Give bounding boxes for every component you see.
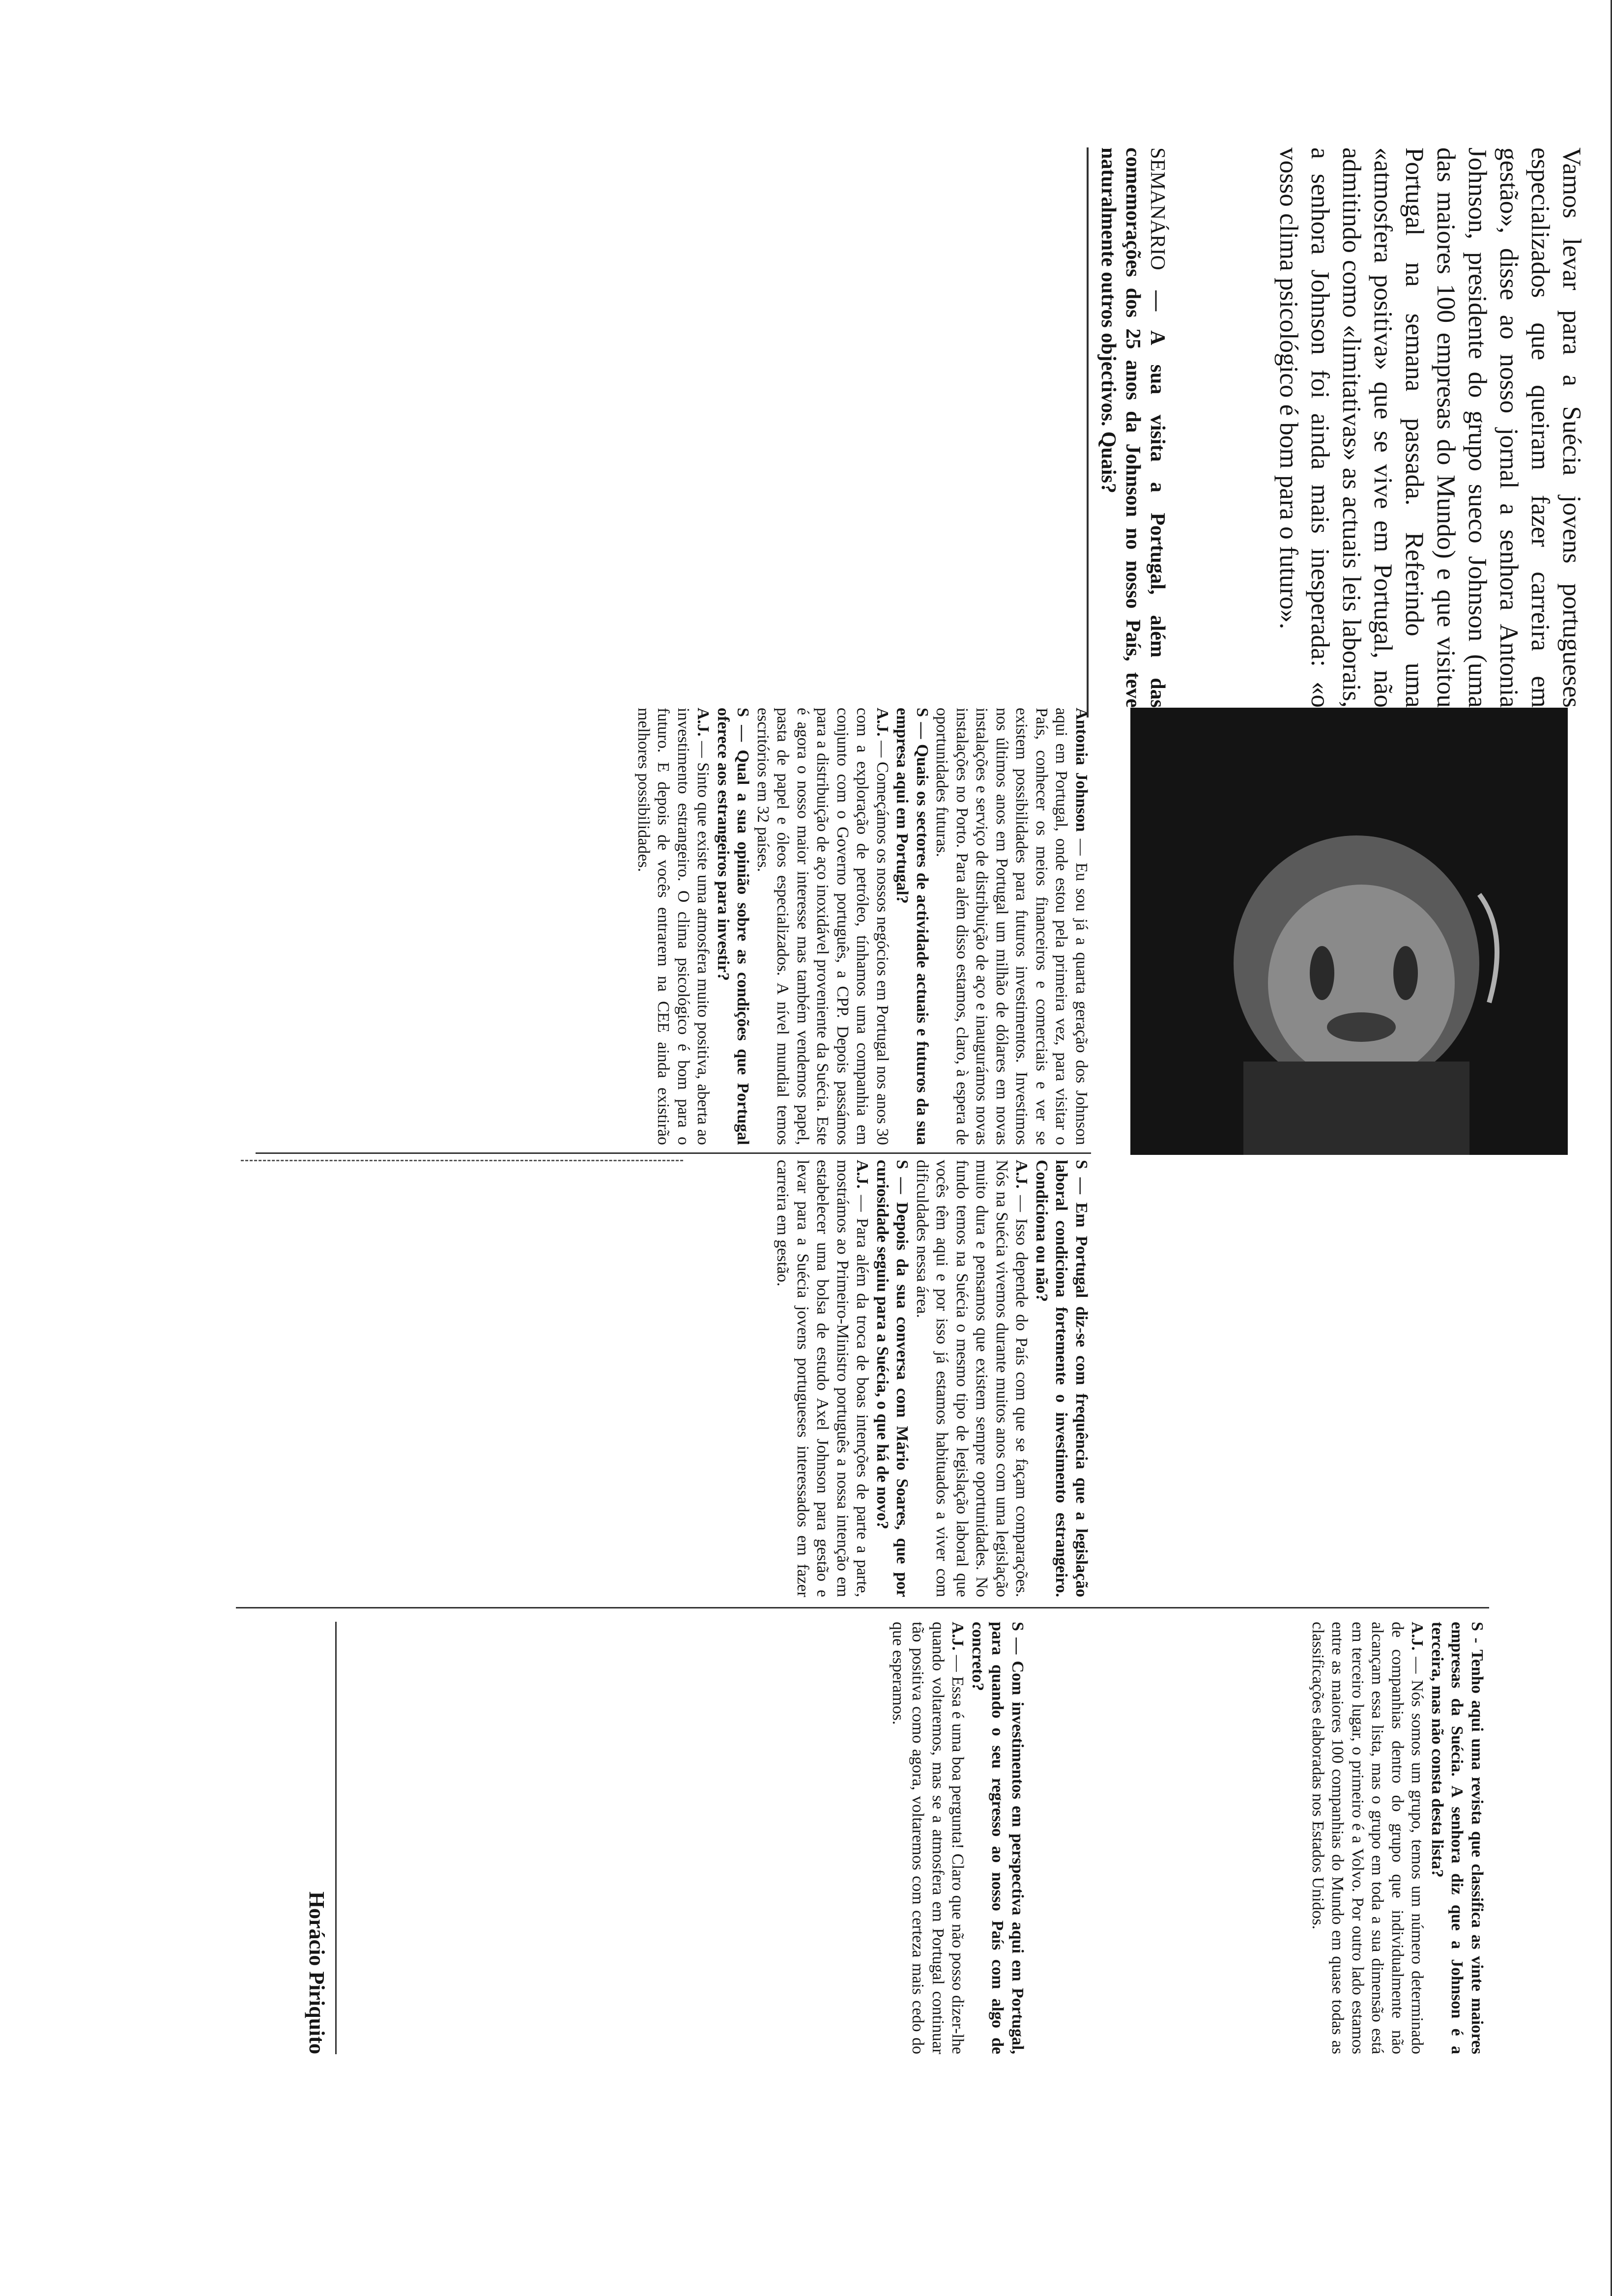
answer-1 (932, 708, 1091, 1145)
article-intro: Vamos levar para a Suécia jovens portugueses especializados que queiram fazer carreira em gestão», disse ao nosso jornal a senhora Antonia Johnson, presidente do grupo sueco Johnson (uma das maiores 100 empresas do Mundo) e que visitou Portugal na semana passada. Referindo uma «atmosfera positiva» que se vive em Portugal, não admitindo como «limitativas» as actuais leis laborais, a senhora Johnson foi ainda mais inesperada: «o vosso clima psicológico é bom para o futuro». (1274, 147, 1586, 708)
answer-6 (1308, 1622, 1427, 2054)
column-4 (888, 1622, 1028, 2054)
question-4: S — Depois da sua conversa com Mário Soares, que por curiosidade seguiu para a Suécia, o que há de novo? (873, 1160, 912, 1597)
question-5: S - Tenho aqui uma revista que classifica as vinte maiores empresas da Suécia. A senhora diz que a Johnson é a terceira, mas não consta desta lista? (1428, 1622, 1486, 2054)
speaker: A.J. (949, 1622, 967, 1651)
speaker: A.J. (873, 708, 892, 737)
column-divider-1 (256, 1152, 1091, 1154)
answer-3 (633, 708, 713, 1145)
byline-rule (335, 1622, 337, 2054)
column-2 (773, 1160, 1091, 1597)
speaker: A.J. (1012, 1160, 1031, 1189)
speaker: A.J. (1408, 1622, 1427, 1651)
column-divider-2 (236, 1607, 1489, 1608)
answer-text: — Sinto que existe uma atmosfera muito positiva, aberta ao investimento estrangeiro. O clima psicológico é bom para o futuro. E depois de vocês entrarem na CEE ainda existirão melhores possibilidades. (634, 708, 713, 1145)
lead-text: — A sua visita a Portugal, além das comemorações dos 25 anos da Johnson no nosso País, teve naturalmente outros objectivos. Quais? (1097, 147, 1169, 708)
dashed-divider (241, 1160, 683, 1163)
speaker: Antonia Johnson (1072, 708, 1091, 832)
column-1 (633, 708, 1092, 1145)
answer-5 (773, 1160, 872, 1597)
question-6: S — Com investimentos em perspectiva aqui em Portugal, para quando o seu regresso ao nosso País com algo de concreto? (969, 1622, 1027, 2054)
question-2: S — Qual a sua opinião sobre as condições que Portugal oferece aos estrangeiros para investir? (714, 708, 752, 1145)
question-1: S — Quais os sectores de actividade actuais e futuros da sua empresa aqui em Portugal? (893, 708, 931, 1145)
lead-prefix: SEMANÁRIO (1146, 147, 1169, 270)
answer-text: — Essa é uma boa pergunta! Claro que não posso dizer-lhe quando voltaremos, mas se a atmosfera em Portugal continuar tão positiva como agora, voltaremos com certeza mais cedo do que esperamos. (889, 1622, 967, 2054)
speaker: A.J. (694, 708, 713, 737)
portrait-photo (1130, 708, 1568, 1155)
answer-text: — Eu sou já a quarta geração dos Johnson aqui em Portugal, onde estou pela primeira vez, para visitar o País, conhecer os meios financeiros e comerciais e ver se existem possibilidades para futuros investimentos. Investimos nos últimos anos em Portugal um milhão de dólares em novas instalações e serviço de distribuição de aço e inaugurámos novas instalações no Porto. Para além disso estamos, claro, à espera de oportunidades futuras. (933, 708, 1091, 1145)
answer-4 (912, 1160, 1032, 1597)
intro-rule (1087, 147, 1089, 718)
answer-text: — Para além da troca de boas intenções de parte a parte, mostrámos ao Primeiro-Ministro português a nossa intenção em estabelecer uma bolsa de estudo Axel Johnson para gestão e levar para a Suécia jovens portugueses interessados em fazer carreira em gestão. (774, 1160, 872, 1597)
answer-text: — Começámos os nossos negócios em Portugal nos anos 30 com a exploração de petróleo, tínhamos uma companhia em conjunto com o Governo português, a CPP. Depois passámos para a distribuição de aço inoxidável proveniente da Suécia. Este é agora o nosso maior interesse mas também vendemos papel, pasta de papel e óleos especializados. A nível mundial temos escritórios em 32 países. (754, 708, 892, 1145)
question-3: S — Em Portugal diz-se com frequência que a legislação laboral condiciona fortemente o investimento estrangeiro. Condiciona ou não? (1033, 1160, 1091, 1597)
byline: Horácio Piriquito (305, 1891, 329, 2054)
answer-text: — Isso depende do País com que se façam comparações. Nós na Suécia vivemos durante muitos anos com uma legislação muito dura e pensamos que existem sempre oportunidades. No fundo temos na Suécia o mesmo tipo de legislação laboral que vocês têm aqui e por isso já estamos habituados a viver com dificuldades nessa área. (913, 1160, 1031, 1597)
lead-question (1096, 147, 1170, 708)
column-3 (1308, 1622, 1487, 2054)
speaker: A.J. (853, 1160, 872, 1189)
answer-2 (753, 708, 892, 1145)
answer-7 (888, 1622, 968, 2054)
portrait-image (1130, 708, 1568, 1155)
answer-text: — Nós somos um grupo, temos um número determinado de companhias dentro do grupo que individualmente não alcançam essa lista, mas o grupo em toda a sua dimensão está em terceiro lugar, o primeiro é a Volvo. Por outro lado estamos entre as maiores 100 companhias do Mundo em quase todas as classificações elaboradas nos Estados Unidos. (1309, 1622, 1427, 2054)
